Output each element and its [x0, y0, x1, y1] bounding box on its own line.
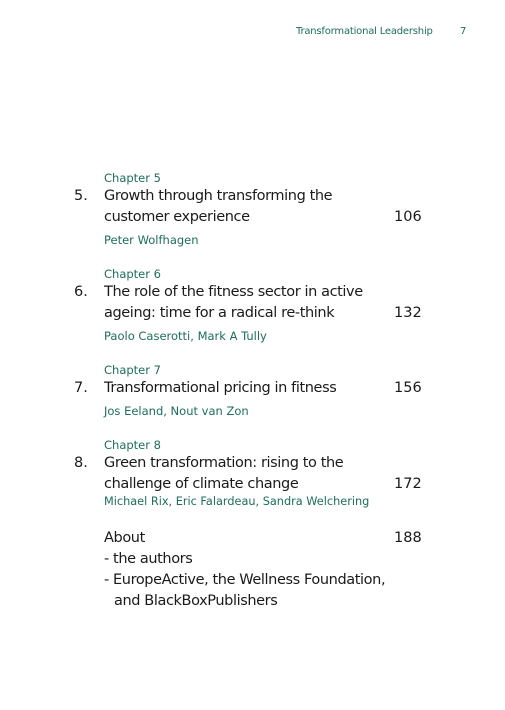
chapter-page: 132 — [394, 305, 422, 321]
chapter-title-line-2: customer experience — [104, 209, 250, 225]
chapter-number: 7. — [74, 380, 88, 396]
chapter-label: Chapter 7 — [104, 363, 161, 377]
about-title: About — [104, 530, 145, 546]
chapter-authors: Paolo Caserotti, Mark A Tully — [104, 329, 267, 343]
chapter-authors: Michael Rix, Eric Falardeau, Sandra Welchering — [104, 495, 370, 508]
chapter-title-line-1: Growth through transforming the — [104, 188, 333, 204]
chapter-label: Chapter 5 — [104, 171, 161, 185]
running-title: Transformational Leadership — [296, 26, 433, 37]
chapter-number: 6. — [74, 284, 88, 300]
chapter-page: 172 — [394, 476, 422, 492]
chapter-number: 5. — [74, 188, 88, 204]
chapter-label: Chapter 6 — [104, 267, 161, 281]
about-line-1: - the authors — [104, 551, 193, 567]
about-line-2: - EuropeActive, the Wellness Foundation, — [104, 572, 386, 588]
chapter-number: 8. — [74, 455, 88, 471]
chapter-title-line-1: The role of the fitness sector in active — [104, 284, 363, 300]
about-page: 188 — [394, 530, 422, 546]
chapter-authors: Jos Eeland, Nout van Zon — [104, 404, 249, 418]
page-number: 7 — [460, 26, 467, 37]
chapter-label: Chapter 8 — [104, 438, 161, 452]
chapter-title-line-2: challenge of climate change — [104, 476, 299, 492]
about-line-3: and BlackBoxPublishers — [114, 593, 278, 609]
chapter-title-line-1: Green transformation: rising to the — [104, 455, 344, 471]
chapter-page: 156 — [394, 380, 422, 396]
chapter-title-line-1: Transformational pricing in fitness — [104, 380, 337, 396]
chapter-title-line-2: ageing: time for a radical re-think — [104, 305, 335, 321]
chapter-authors: Peter Wolfhagen — [104, 233, 199, 247]
chapter-page: 106 — [394, 209, 422, 225]
